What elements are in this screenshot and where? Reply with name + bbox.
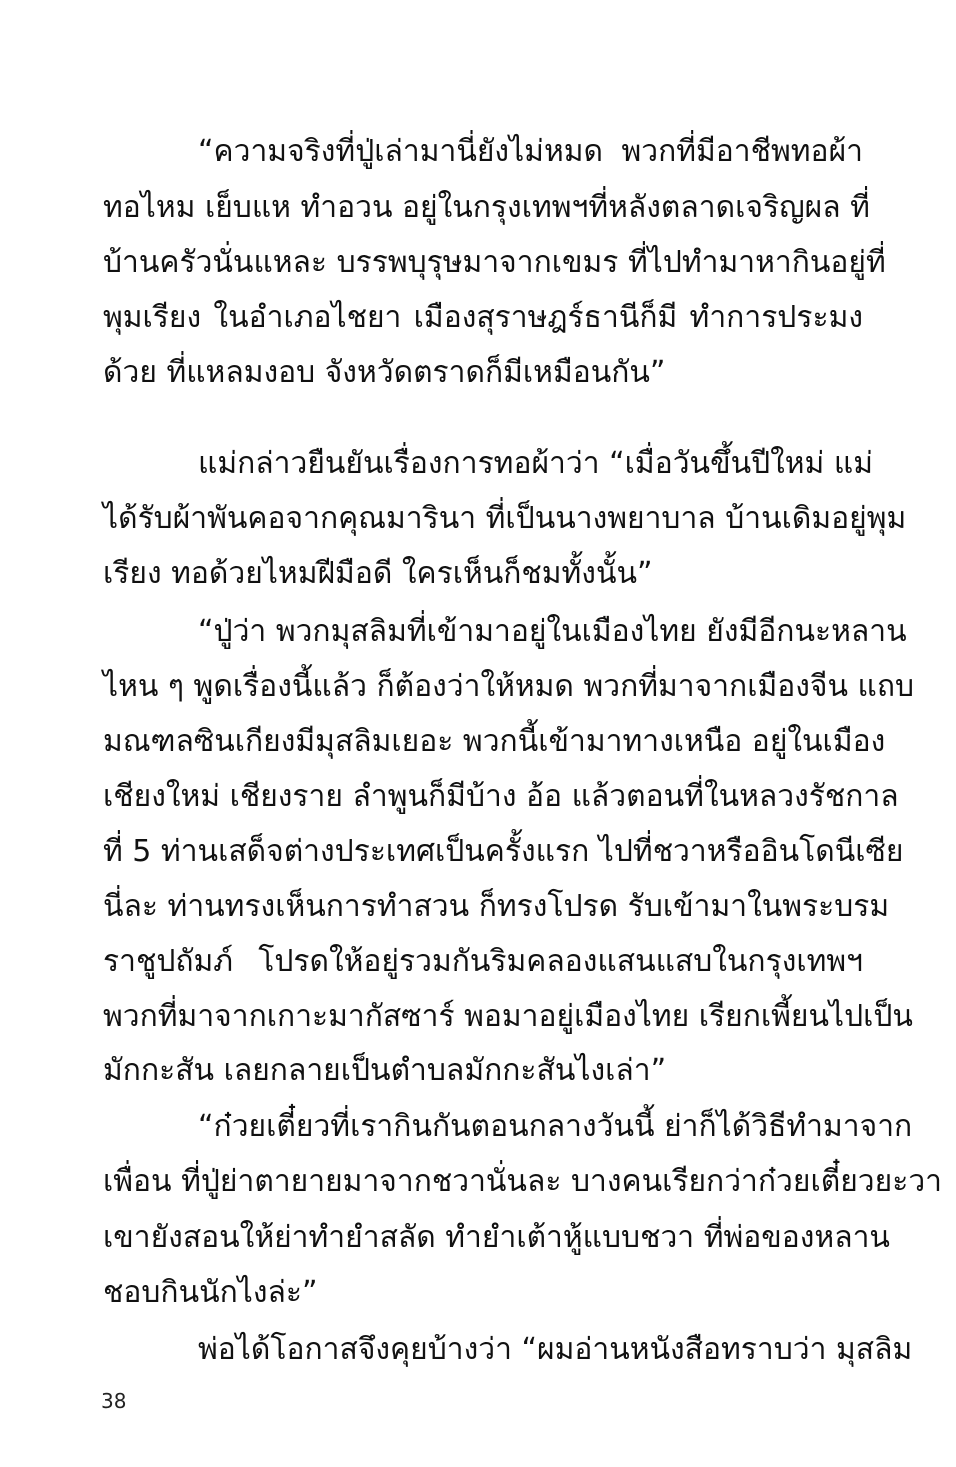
text-line: ทอไหม เย็บแห ทำอวน อยู่ในกรุงเทพฯที่หลังตลาดเจริญผล ที่ [103, 190, 870, 225]
text-line: บ้านครัวนั่นแหละ บรรพบุรุษมาจากเขมร ที่ไปทำมาหากินอยู่ที่ [103, 245, 886, 280]
text-line: ด้วย ที่แหลมงอบ จังหวัดตราดก็มีเหมือนกัน” [103, 355, 666, 390]
text-line: พุมเรียง ในอำเภอไชยา เมืองสุราษฎร์ธานีก็มี ทำการประมง [103, 300, 863, 335]
text-line: ได้รับผ้าพันคอจากคุณมารินา ที่เป็นนางพยาบาล บ้านเดิมอยู่พุม [103, 501, 907, 536]
text-line: เพื่อน ที่ปู่ย่าตายายมาจากชวานั่นละ บางคนเรียกว่าก๋วยเตี๋ยวยะวา [103, 1164, 943, 1199]
text-line: พ่อได้โอกาสจึงคุยบ้างว่า “ผมอ่านหนังสือทราบว่า มุสลิม [198, 1332, 913, 1367]
text-line: ราชูปถัมภ์ โปรดให้อยู่รวมกันริมคลองแสนแสบในกรุงเทพฯ [103, 944, 863, 979]
text-line: “ความจริงที่ปู่เล่ามานี่ยังไม่หมด พวกที่มีอาชีพทอผ้า [198, 134, 863, 169]
text-line: ชอบกินนักไงล่ะ” [103, 1275, 318, 1310]
text-line: ที่ 5 ท่านเสด็จต่างประเทศเป็นครั้งแรก ไปที่ชวาหรืออินโดนีเซีย [103, 834, 904, 869]
text-line: “ก๋วยเตี๋ยวที่เรากินกันตอนกลางวันนี้ ย่าก็ได้วิธีทำมาจาก [198, 1109, 913, 1144]
text-line: เขายังสอนให้ย่าทำยำสลัด ทำยำเต้าหู้แบบชวา ที่พ่อของหลาน [103, 1220, 890, 1255]
text-line: ไหน ๆ พูดเรื่องนี้แล้ว ก็ต้องว่าให้หมด พวกที่มาจากเมืองจีน แถบ [103, 669, 915, 704]
page-number: 38 [101, 1389, 127, 1413]
text-line: “ปู่ว่า พวกมุสลิมที่เข้ามาอยู่ในเมืองไทย ยังมีอีกนะหลาน [198, 614, 907, 649]
text-line: มณฑลซินเกียงมีมุสลิมเยอะ พวกนี้เข้ามาทางเหนือ อยู่ในเมือง [103, 724, 886, 759]
text-line: นี่ละ ท่านทรงเห็นการทำสวน ก็ทรงโปรด รับเข้ามาในพระบรม [103, 889, 890, 924]
text-line: พวกที่มาจากเกาะมากัสซาร์ พอมาอยู่เมืองไทย เรียกเพี้ยนไปเป็น [103, 999, 913, 1034]
text-line: แม่กล่าวยืนยันเรื่องการทอผ้าว่า “เมื่อวันขึ้นปีใหม่ แม่ [198, 446, 873, 481]
text-line: เรียง ทอด้วยไหมฝีมือดี ใครเห็นก็ชมทั้งนั้น” [103, 556, 653, 591]
text-line: มักกะสัน เลยกลายเป็นตำบลมักกะสันไงเล่า” [103, 1053, 667, 1088]
text-line: เชียงใหม่ เชียงราย ลำพูนก็มีบ้าง อ้อ แล้วตอนที่ในหลวงรัชกาล [103, 779, 899, 814]
